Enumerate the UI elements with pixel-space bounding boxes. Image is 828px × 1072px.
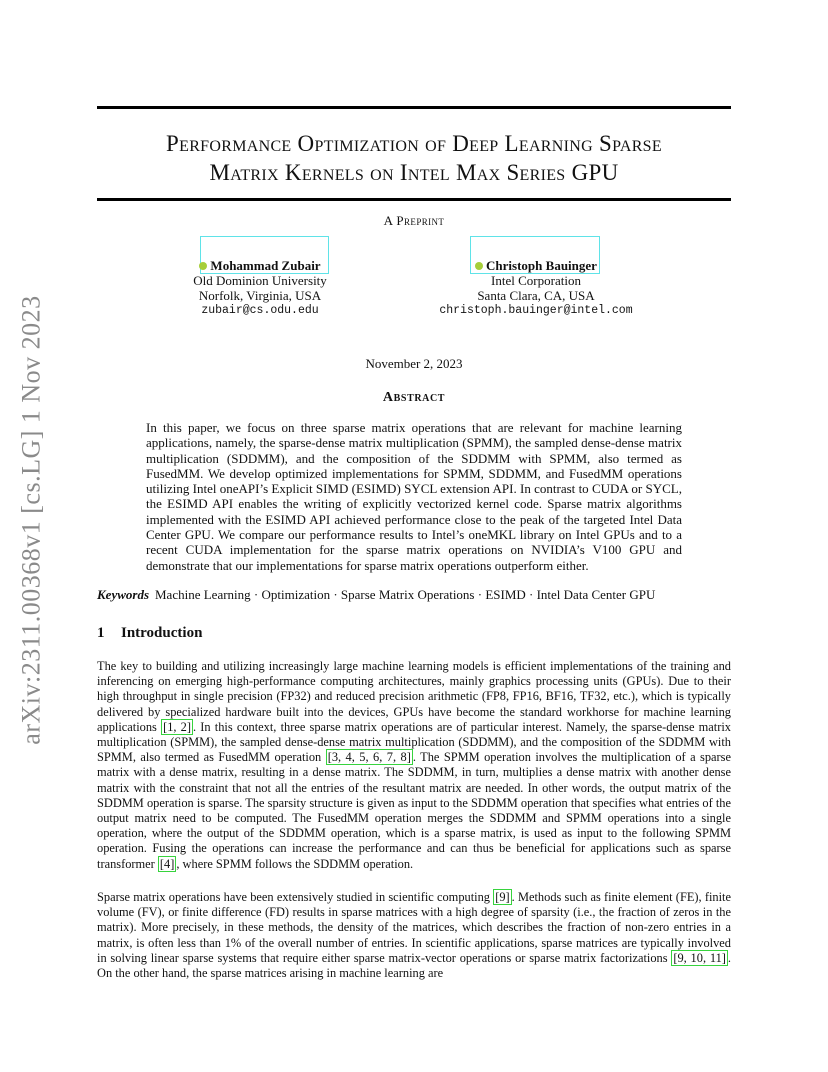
author-2-affiliation: Intel Corporation [491,273,581,288]
author-1-email: zubair@cs.odu.edu [201,304,319,317]
p1-text-2: . In this context, three sparse matrix operations are of particular interest. Namely, the sparse-dense matrix multiplication (SPMM), the sampled dense-dense matrix multiplication (SDDMM), and the composition of the SDDMM with SPMM, also termed as FusedMM operation [97,719,731,765]
author-2-location: Santa Clara, CA, USA [477,288,595,303]
intro-paragraph-1 [97,659,731,872]
citation-link[interactable]: [9] [495,890,510,904]
citation-link[interactable]: [9, 10, 11] [673,950,726,965]
p2-text-2: . Methods such as finite element (FE), finite volume (FV), or finite difference (FD) results in sparse matrices with a high degree of sparsity (i.e., the fraction of zeros in the matrix). More precisely, in these methods, the density of the matrices, which describes the fraction of non-zero entries in a matrix, is often less than 1% of the overall number of entries. In scientific applications, sparse matrices are typically involved in solving linear sparse systems that require either sparse matrix-vector operations or sparse matrix factorizations [97,890,731,965]
title-line-1: Performance Optimization of Deep Learning Sparse [166,131,662,156]
title-bottom-rule [97,198,731,201]
paper-title [97,129,731,187]
arxiv-id-text: arXiv:2311.00368v1 [cs.LG] 1 Nov 2023 [17,295,46,745]
p1-text-3: . The SPMM operation involves the multiplication of a sparse matrix with a dense matrix, resulting in a dense matrix. The SDDMM, in turn, multiplies a dense matrix with another dense matrix with the constraint that not all the entries of the resultant matrix are needed. In other words, the output matrix of the SDDMM operation is sparse. The sparsity structure is given as input to the SDDMM operation that specifies what entries of the output matrix need to be computed. The FusedMM operation merges the SDDMM and SPMM operations into a single operation, where the output of the SDDMM operation, which is a sparse matrix, is used as input to the following SPMM operation. Fusing the operations can increase the performance and can thus be beneficial for applications such as sparse transformer [97,750,731,871]
orcid-icon[interactable] [199,262,207,270]
citation-link[interactable]: [3, 4, 5, 6, 7, 8] [327,750,411,765]
preprint-label: A Preprint [383,213,445,228]
keywords-label: Keywords [97,587,149,602]
author-1-block [178,258,342,318]
author-1-name-link[interactable] [178,258,342,273]
p2-text-3: . On the other hand, the sparse matrices arising in machine learning are [97,950,731,981]
title-top-rule [97,106,731,109]
section-heading-introduction [97,625,731,642]
orcid-icon[interactable] [475,262,483,270]
keywords-line [97,587,731,603]
author-2-email: christoph.bauinger@intel.com [439,304,633,317]
title-line-2a: Matrix Kernels on Intel Max Series [209,160,572,185]
citation-link[interactable]: [1, 2] [163,719,191,734]
keywords-text: Machine Learning · Optimization · Sparse Matrix Operations · ESIMD · Intel Data Center GPU [155,587,656,602]
section-number: 1 [97,625,105,641]
author-2-block [430,258,642,318]
section-title: Introduction [121,625,203,641]
arxiv-side-identifier [12,290,52,750]
intro-paragraph-2 [97,890,731,981]
author-1-name: Mohammad Zubair [210,258,321,273]
p1-text-4: , where SPMM follows the SDDMM operation. [176,856,414,871]
author-2-name: Christoph Bauinger [486,258,597,273]
publication-date: November 2, 2023 [365,356,463,371]
citation-link[interactable]: [4] [159,856,175,871]
p2-text-1: Sparse matrix operations have been extensively studied in scientific computing [97,890,494,904]
abstract-heading: Abstract [382,390,446,405]
p1-text-1: The key to building and utilizing increasingly large machine learning models is efficient implementations of the training and inferencing on emerging high-performance computing architectures, mainly graphics processing units (GPUs). Due to their high throughput in single precision (FP32) and reduced precision arithmetic (FP8, FP16, BF16, TF32, etc.), which is typically delivered by specialized hardware built into the devices, GPUs have become the standard workhorse for machine learning applications [97,659,731,734]
author-1-affiliation: Old Dominion University [193,273,327,288]
abstract-text: In this paper, we focus on three sparse matrix operations that are relevant for machine learning applications, namely, the sparse-dense matrix multiplication (SPMM), the sampled dense-dense matrix multiplication (SDDMM), and the composition of the SDDMM with SPMM, also termed as FusedMM. We develop optimized implementations for SPMM, SDDMM, and FusedMM operations utilizing Intel oneAPI’s Explicit SIMD (ESIMD) SYCL extension API. In contrast to CUDA or SYCL, the ESIMD API enables the writing of explicitly vectorized kernel code. Sparse matrix algorithms implemented with the ESIMD API achieved performance close to the peak of the targeted Intel Data Center GPU. We compare our performance results to Intel’s oneMKL library on Intel GPUs and to a recent CUDA implementation for the sparse matrix operations on NVIDIA’s V100 GPU and demonstrate that our implementations for sparse matrix operations outperform either. [146,420,682,573]
author-1-location: Norfolk, Virginia, USA [198,288,322,303]
author-2-name-link[interactable] [430,258,642,273]
title-line-2b: GPU [571,160,619,185]
